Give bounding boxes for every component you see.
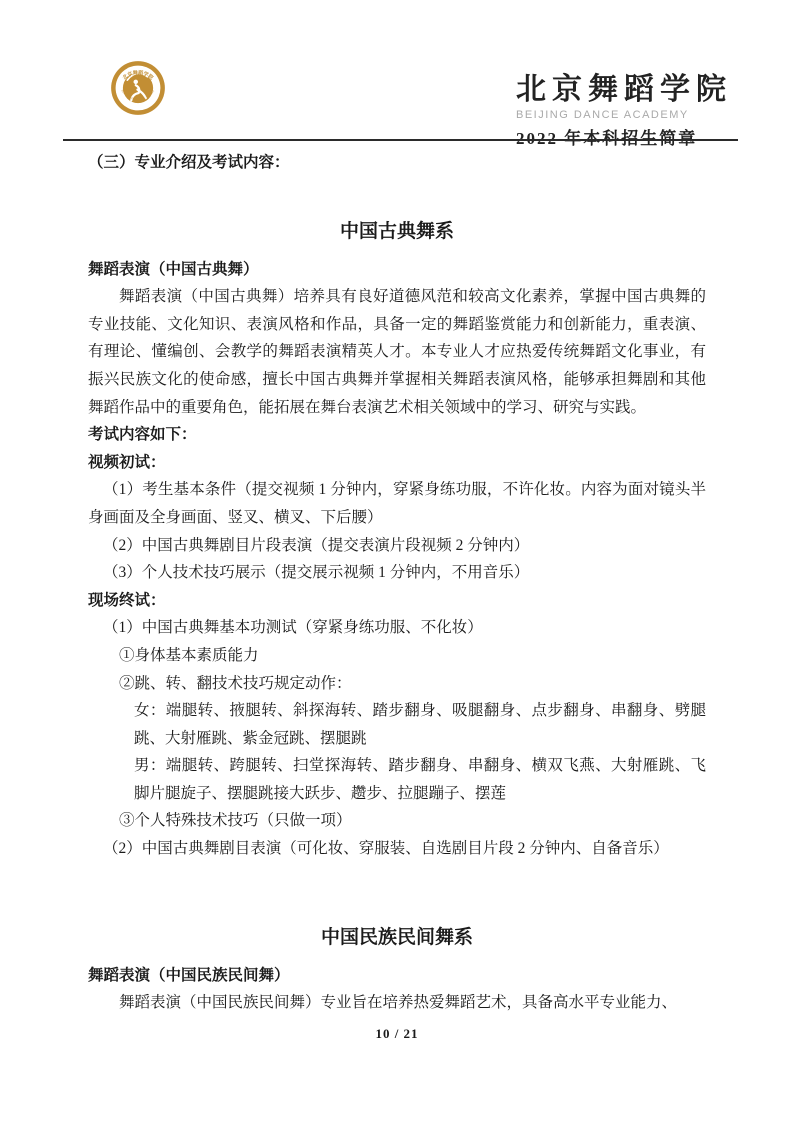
video-round-label: 视频初试： xyxy=(88,453,166,471)
seal-text-cn: 北京舞蹈学院 xyxy=(122,71,154,82)
final-sub-3: ③个人特殊技术技巧（只做一项） xyxy=(119,812,352,830)
dept-title-folk: 中国民族民间舞系 xyxy=(320,926,473,948)
final-item-2: （2）中国古典舞剧目表演（可化妆、穿服装、自选剧目片段 2 分钟内、自备音乐） xyxy=(103,840,669,858)
final-sub-2: ②跳、转、翻技术技巧规定动作： xyxy=(119,674,352,692)
final-sub-1: ①身体基本素质能力 xyxy=(119,646,259,664)
major-subtitle-classical: 舞蹈表演（中国古典舞） xyxy=(88,260,259,278)
document-body xyxy=(88,149,706,1017)
male-requirements: 男：端腿转、跨腿转、扫堂探海转、踏步翻身、串翻身、横双飞燕、大射雁跳、飞脚片腿旋子、摆腿跳接大跃步、趱步、拉腿蹦子、摆莲 xyxy=(134,757,706,802)
dept-title-classical: 中国古典舞系 xyxy=(339,220,454,242)
page-number: 10 / 21 xyxy=(375,1026,419,1041)
female-requirements: 女：端腿转、掖腿转、斜探海转、踏步翻身、吸腿翻身、点步翻身、串翻身、劈腿跳、大射雁跳、紫金冠跳、摆腿跳 xyxy=(134,702,706,747)
brand-name-cn: 北京舞蹈学院 xyxy=(516,73,732,106)
section-heading: （三）专业介绍及考试内容： xyxy=(88,154,290,171)
major-intro-classical: 舞蹈表演（中国古典舞）培养具有良好道德风范和较高文化素养，掌握中国古典舞的专业技能、文化知识、表演风格和作品，具备一定的舞蹈鉴赏能力和创新能力，重表演、有理论、懂编创、会教学的舞蹈表演精英人才。本专业人才应热爱传统舞蹈文化事业，有振兴民族文化的使命感，擅长中国古典舞并掌握相关舞蹈表演风格，能够承担舞剧和其他舞蹈作品中的重要角色，能拓展在舞台表演艺术相关领域中的学习、研究与实践。 xyxy=(88,288,706,416)
exam-content-label: 考试内容如下： xyxy=(88,426,197,444)
video-item-2: （2）中国古典舞剧目片段表演（提交表演片段视频 2 分钟内） xyxy=(103,536,530,554)
major-subtitle-folk: 舞蹈表演（中国民族民间舞） xyxy=(88,966,290,984)
major-intro-folk: 舞蹈表演（中国民族民间舞）专业旨在培养热爱舞蹈艺术，具备高水平专业能力、 xyxy=(119,994,678,1012)
final-round-label: 现场终试： xyxy=(88,591,166,609)
brand-brochure-title xyxy=(516,124,744,149)
video-item-1: （1）考生基本条件（提交视频 1 分钟内，穿紧身练功服，不许化妆。内容为面对镜头半身画面及全身画面、竖叉、横叉、下后腰） xyxy=(88,481,706,526)
academy-seal-icon xyxy=(110,60,166,116)
video-item-3: （3）个人技术技巧展示（提交展示视频 1 分钟内，不用音乐） xyxy=(103,564,530,582)
header-divider xyxy=(63,139,738,141)
seal-text-en: BEIJING DANCE ACADEMY xyxy=(120,89,156,102)
final-item-1: （1）中国古典舞基本功测试（穿紧身练功服、不化妆） xyxy=(103,619,483,637)
brand-block xyxy=(516,64,744,149)
brand-name-en: BEIJING DANCE ACADEMY xyxy=(516,109,689,121)
